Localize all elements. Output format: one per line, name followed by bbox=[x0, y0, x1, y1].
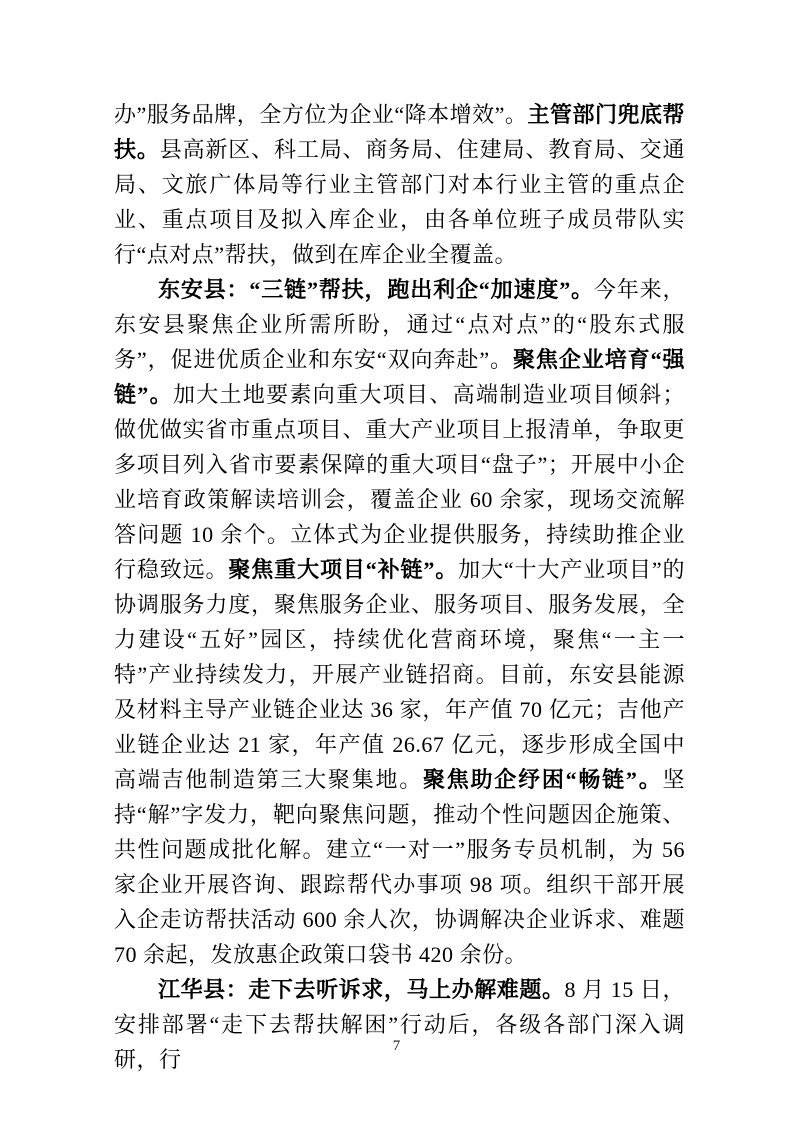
text-run-bold: 聚焦重大项目“补链”。 bbox=[228, 557, 459, 582]
text-run: 坚持“解”字发力，靶向聚焦问题，推动个性问题因企施策、共性问题成批化解。建立“一对一”服务专员机制，为 56 家企业开展咨询、跟踪帮代办事项 98 项。组织干部开展入企走访帮扶活动 600 余人次，协调解决企业诉求、难题 70 余起，发放惠企政策口袋书 420 余份。 bbox=[114, 767, 685, 967]
text-run-bold: 聚焦助企纾困“畅链”。 bbox=[423, 767, 663, 792]
text-run: 加大“十大产业项目”的协调服务力度，聚焦服务企业、服务项目、服务发展，全力建设“五好”园区，持续优化营商环境，聚焦“一主一特”产业持续发力，开展产业链招商。目前，东安县能源及材料主导产业链企业达 36 家，年产值 70 亿元；吉他产业链企业达 21 家，年产值 26.67 亿元，逐步形成全国中高端吉他制造第三大聚集地。 bbox=[114, 557, 685, 792]
text-run: 加大土地要素向重大项目、高端制造业项目倾斜；做优做实省市重点项目、重大产业项目上报清单，争取更多项目列入省市要素保障的重大项目“盘子”；开展中小企业培育政策解读培训会，覆盖企业 60 余家，现场交流解答问题 10 余个。立体式为企业提供服务，持续助推企业行稳致远。 bbox=[114, 382, 685, 582]
text-run-bold: 主管部门兜底帮扶。 bbox=[114, 102, 685, 162]
paragraph bbox=[114, 97, 685, 272]
paragraph bbox=[114, 972, 685, 1077]
paragraph bbox=[114, 272, 685, 972]
text-run: 8 月 15 日，安排部署“走下去帮扶解困”行动后，各级各部门深入调研，行 bbox=[114, 977, 685, 1072]
document-body bbox=[114, 97, 685, 1077]
text-run: 今年来，东安县聚焦企业所需所盼，通过“点对点”的“股东式服务”，促进优质企业和东安“双向奔赴”。 bbox=[114, 277, 685, 372]
text-run-bold: 江华县：走下去听诉求，马上办解难题。 bbox=[158, 977, 565, 1002]
text-run: 县高新区、科工局、商务局、住建局、教育局、交通局、文旅广体局等行业主管部门对本行业主管的重点企业、重点项目及拟入库企业，由各单位班子成员带队实行“点对点”帮扶，做到在库企业全覆盖。 bbox=[114, 137, 685, 267]
text-run-bold: 东安县：“三链”帮扶，跑出利企“加速度”。 bbox=[158, 277, 594, 302]
page-number: 7 bbox=[392, 1038, 401, 1054]
text-run-bold: 聚焦企业培育“强链”。 bbox=[114, 347, 685, 407]
page-footer bbox=[0, 1036, 793, 1056]
text-run: 办”服务品牌，全方位为企业“降本增效”。 bbox=[114, 102, 528, 127]
